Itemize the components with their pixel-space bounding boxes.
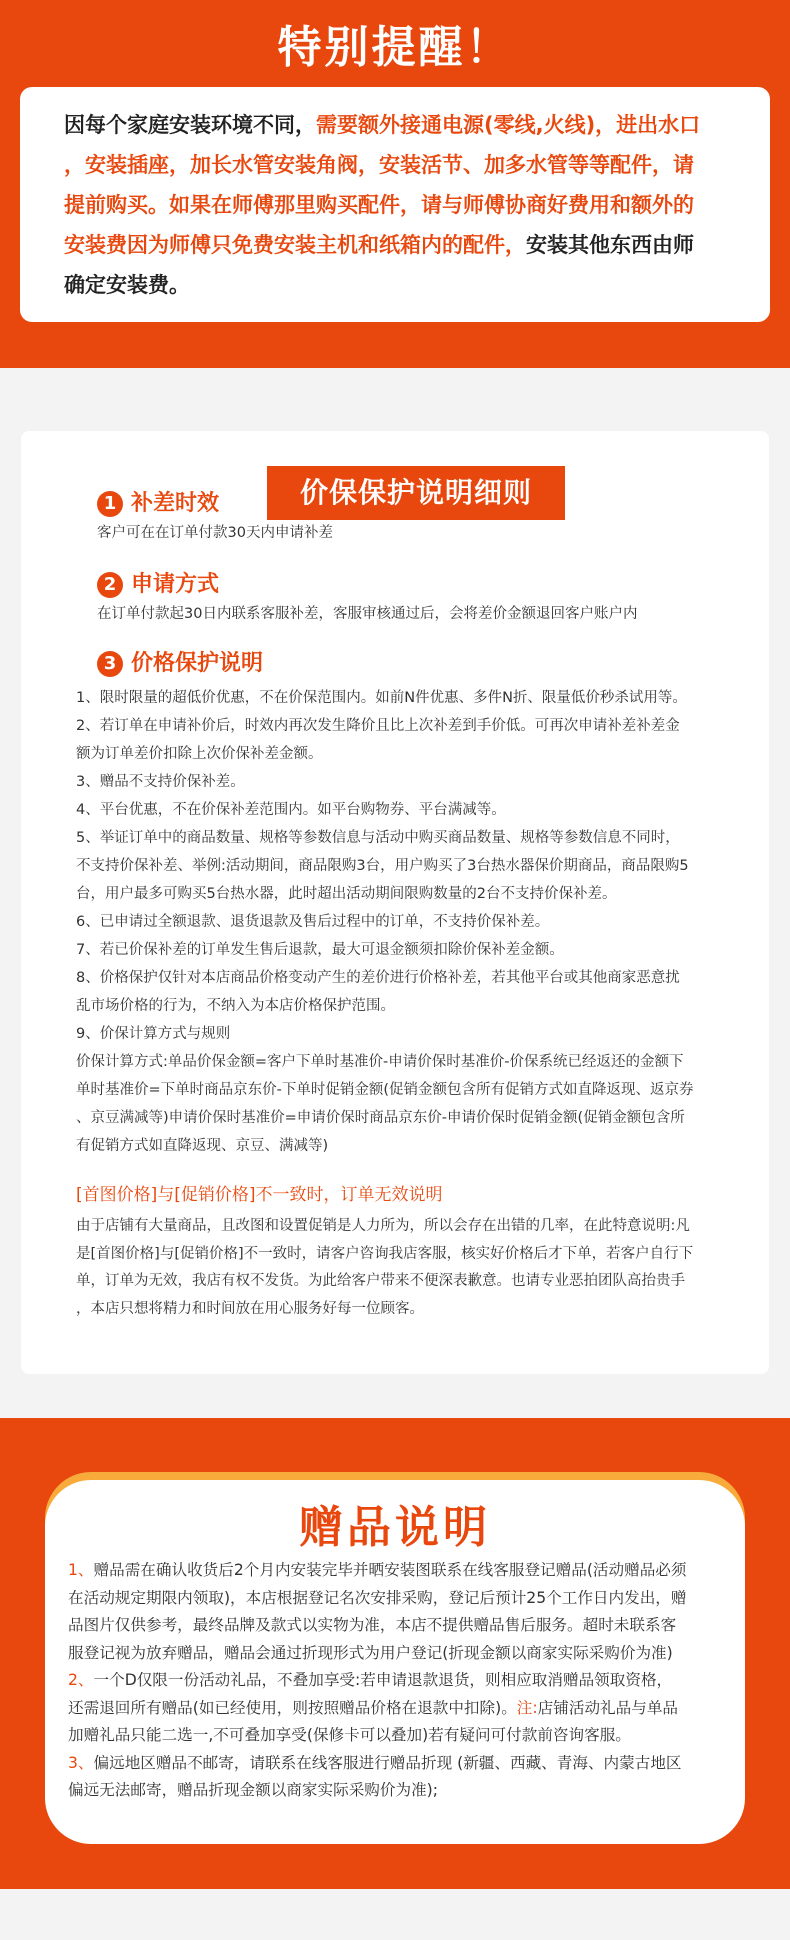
gift-title: 赠品说明 — [299, 1502, 491, 1553]
rule-line: 4、平台优惠，不在价保补差范围内。如平台购物券、平台满减等。 — [76, 802, 506, 818]
rule-line: 台，用户最多可购买5台热水器，此时超出活动期间限购数量的2台不支持价保补差。 — [76, 886, 617, 902]
rule-line: 价保计算方式:单品价保金额=客户下单时基准价-申请价保时基准价-价保系统已经返还的金额下 — [76, 1054, 684, 1070]
rule-line: 9、价保计算方式与规则 — [76, 1026, 231, 1042]
number-badge: 1 — [97, 491, 123, 517]
section-title: 补差时效 — [131, 491, 220, 516]
gift-line: 品图片仅供参考，最终品牌及款式以实物为准，本店不提供赠品售后服务。超时未联系客 — [68, 1616, 677, 1634]
reminder-text: 安装其他东西由师 — [526, 233, 694, 257]
reminder-title: 特别提醒！ — [277, 22, 513, 73]
reminder-line: ，安装插座，加长水管安装角阀，安装活节、加多水管等等配件，请 — [64, 153, 694, 177]
rule-line: 单时基准价=下单时商品京东价-下单时促销金额(促销金额包含所有促销方式如直降返现、返京券 — [76, 1082, 694, 1098]
rule-line: 2、若订单在申请补价后，时效内再次发生降价且比上次补差到手价低。可再次申请补差补差金 — [76, 718, 680, 734]
reminder-highlight: 安装费因为师傅只免费安装主机和纸箱内的配件， — [64, 233, 526, 257]
section-title: 申请方式 — [131, 572, 220, 597]
rule-line: 8、价格保护仅针对本店商品价格变动产生的差价进行价格补差，若其他平台或其他商家恶意扰 — [76, 970, 680, 986]
rule-line: 乱市场价格的行为，不纳入为本店价格保护范围。 — [76, 998, 395, 1014]
rule-line: 5、举证订单中的商品数量、规格等参数信息与活动中购买商品数量、规格等参数信息不同时， — [76, 830, 680, 846]
section-heading-2 — [97, 570, 219, 600]
gift-note-label: 注: — [516, 1698, 538, 1717]
price-protection-badge: 价保保护说明细则 — [267, 466, 565, 520]
rule-line: 3、赠品不支持价保补差。 — [76, 774, 245, 790]
mismatch-line: 由于店铺有大量商品，且改图和设置促销是人力所为，所以会存在出错的几率，在此特意说明:凡 — [76, 1218, 690, 1234]
reminder-highlight: 需要额外接通电源(零线,火线)，进出水口 — [316, 113, 701, 137]
gift-line — [68, 1750, 728, 1778]
gift-number: 3、 — [68, 1753, 94, 1772]
mismatch-title: [首图价格]与[促销价格]不一致时，订单无效说明 — [76, 1185, 443, 1205]
gift-text-span: 偏远地区赠品不邮寄，请联系在线客服进行赠品折现 (新疆、西藏、青海、内蒙古地区 — [93, 1753, 682, 1772]
reminder-text: 因每个家庭安装环境不同， — [64, 113, 316, 137]
reminder-line — [64, 225, 730, 265]
number-badge: 3 — [97, 651, 123, 677]
gift-line — [68, 1557, 728, 1585]
section-desc: 客户可在在订单付款30天内申请补差 — [97, 525, 333, 541]
mismatch-body — [76, 1213, 726, 1323]
gift-number: 1、 — [68, 1561, 94, 1579]
rule-line: 7、若已价保补差的订单发生售后退款，最大可退金额须扣除价保补差金额。 — [76, 942, 564, 958]
reminder-line: 提前购买。如果在师傅那里购买配件，请与师傅协商好费用和额外的 — [64, 193, 694, 217]
number-badge: 2 — [97, 572, 123, 598]
price-protection-section — [0, 368, 790, 1418]
mismatch-line: 是[首图价格]与[促销价格]不一致时，请客户咨询我店客服，核实好价格后才下单，若客户自行下 — [76, 1245, 694, 1262]
gift-text-span: 还需退回所有赠品(如已经使用，则按照赠品价格在退款中扣除)。 — [68, 1698, 517, 1717]
reminder-card — [20, 87, 770, 322]
gift-line: 服登记视为放弃赠品，赠品会通过折现形式为用户登记(折现金额以商家实际采购价为准) — [68, 1643, 673, 1662]
rule-line: 1、限时限量的超低价优惠，不在价保范围内。如前N件优惠、多件N折、限量低价秒杀试用等。 — [76, 690, 687, 706]
reminder-line: 确定安装费。 — [64, 273, 190, 297]
mismatch-line: 单，订单为无效，我店有权不发货。为此给客户带来不便深表歉意。也请专业恶拍团队高抬贵手 — [76, 1273, 685, 1290]
reminder-section — [0, 0, 790, 368]
rule-line: 额为订单差价扣除上次价保补差金额。 — [76, 746, 323, 762]
rule-line: 不支持价保补差、举例:活动期间，商品限购3台，用户购买了3台热水器保价期商品，商品限购5 — [76, 858, 689, 874]
page-footer-band — [0, 1889, 790, 1940]
gift-text-span: 赠品需在确认收货后2个月内安装完毕并晒安装图联系在线客服登记赠品(活动赠品必须 — [93, 1561, 687, 1579]
gift-text-span: 一个D仅限一份活动礼品，不叠加享受:若申请退款退货，则相应取消赠品领取资格， — [93, 1671, 673, 1689]
gift-text — [68, 1557, 728, 1805]
mismatch-line: ，本店只想将精力和时间放在用心服务好每一位顾客。 — [76, 1300, 424, 1317]
rules-list — [76, 684, 726, 1160]
gift-line: 加赠礼品只能二选一,不可叠加享受(保修卡可以叠加)若有疑问可付款前咨询客服。 — [68, 1726, 631, 1744]
gift-line: 偏远无法邮寄，赠品折现金额以商家实际采购价为准); — [68, 1781, 438, 1799]
gift-line: 在活动规定期限内领取)，本店根据登记名次安排采购，登记后预计25个工作日内发出，赠 — [68, 1588, 687, 1607]
rule-line: 、京豆满减等)申请价保时基准价=申请价保时商品京东价-申请价保时促销金额(促销金额包含所 — [76, 1110, 685, 1126]
reminder-line — [64, 105, 730, 145]
section-heading-3 — [97, 649, 263, 679]
section-desc: 在订单付款起30日内联系客服补差，客服审核通过后，会将差价金额退回客户账户内 — [97, 606, 638, 622]
gift-number: 2、 — [68, 1671, 94, 1689]
rule-line: 6、已申请过全额退款、退货退款及售后过程中的订单，不支持价保补差。 — [76, 914, 550, 930]
gift-line — [68, 1667, 728, 1695]
section-heading-1 — [97, 489, 219, 519]
gift-text-span: 店铺活动礼品与单品 — [537, 1698, 679, 1717]
section-title: 价格保护说明 — [131, 651, 264, 676]
gift-line — [68, 1695, 728, 1723]
rule-line: 有促销方式如直降返现、京豆、满减等) — [76, 1138, 329, 1154]
